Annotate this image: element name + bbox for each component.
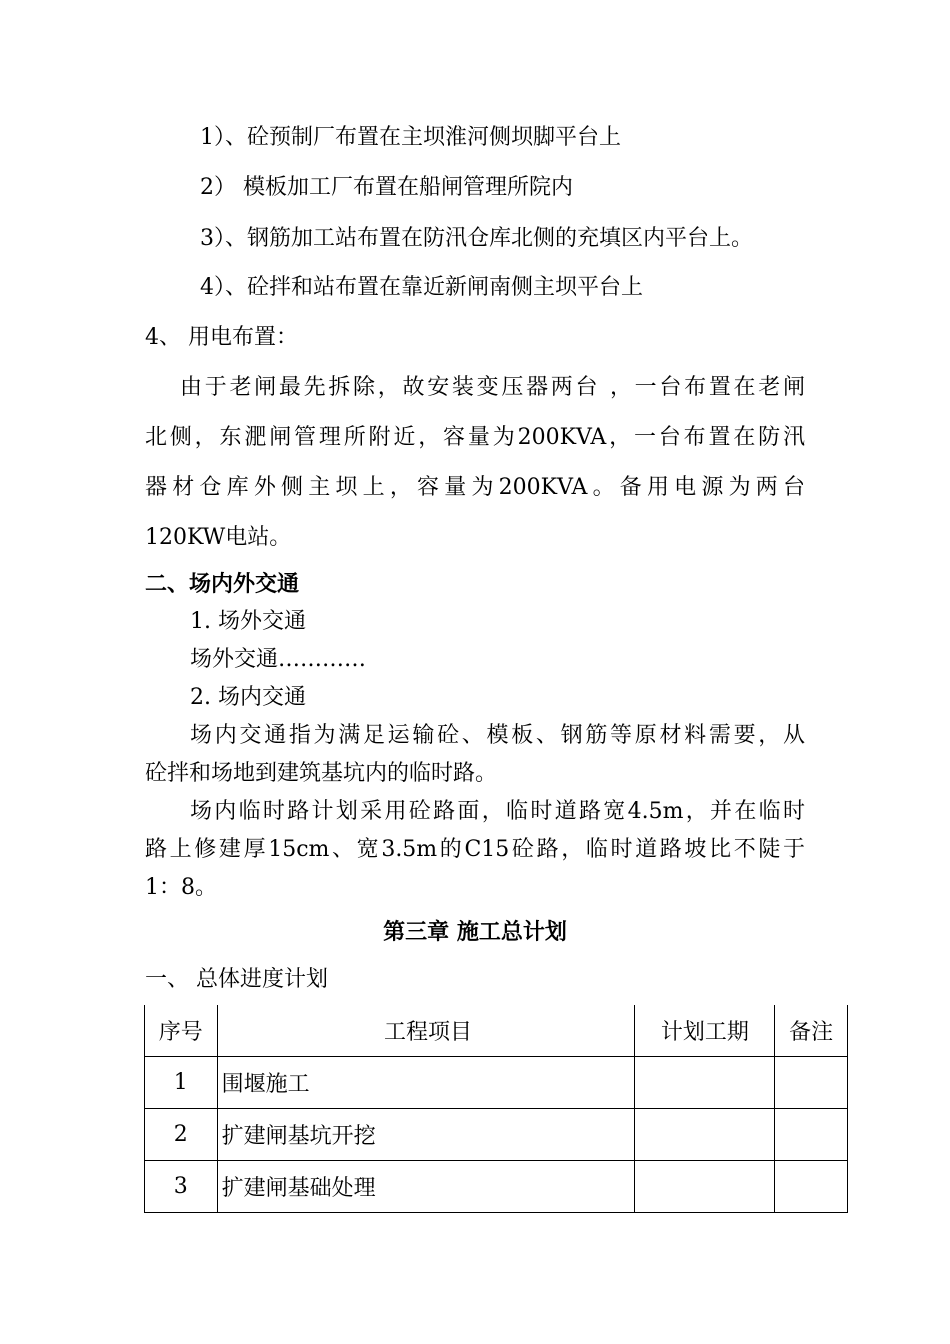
layout-item-3: 3）、钢筋加工站布置在防汛仓库北侧的充填区内平台上。 xyxy=(200,226,753,251)
power-line-3: 器材仓库外侧主坝上，容量为200KVA。备用电源为两台 xyxy=(145,475,805,500)
row-no: 1 xyxy=(145,1057,218,1109)
power-heading: 4、 用电布置： xyxy=(145,325,298,350)
table-header-row xyxy=(145,1005,848,1057)
header-plan: 计划工期 xyxy=(635,1005,775,1057)
row-plan xyxy=(635,1161,775,1213)
header-no: 序号 xyxy=(145,1005,218,1057)
row-item: 围堰施工 xyxy=(217,1057,635,1109)
header-note: 备注 xyxy=(775,1005,848,1057)
traffic-inner-p1-line-2: 砼拌和场地到建筑基坑内的临时路。 xyxy=(145,761,498,786)
power-line-2: 北侧，东淝闸管理所附近，容量为200KVA，一台布置在防汛 xyxy=(145,425,805,450)
traffic-inner-heading: 2. 场内交通 xyxy=(190,685,306,710)
chapter-title: 第三章 施工总计划 xyxy=(383,919,567,945)
traffic-inner-p1-line-1: 场内交通指为满足运输砼、模板、钢筋等原材料需要，从 xyxy=(190,723,805,748)
table-row xyxy=(145,1109,848,1161)
power-line-4: 120KW电站。 xyxy=(145,525,292,550)
table-row xyxy=(145,1161,848,1213)
row-note xyxy=(775,1161,848,1213)
row-no: 3 xyxy=(145,1161,218,1213)
layout-item-1: 1）、砼预制厂布置在主坝淮河侧坝脚平台上 xyxy=(200,125,621,150)
row-item: 扩建闸基础处理 xyxy=(217,1161,635,1213)
layout-item-4: 4）、砼拌和站布置在靠近新闸南侧主坝平台上 xyxy=(200,275,643,300)
schedule-heading: 一、 总体进度计划 xyxy=(145,967,328,992)
traffic-outer-heading: 1. 场外交通 xyxy=(190,609,306,634)
traffic-inner-p2-line-1: 场内临时路计划采用砼路面，临时道路宽4.5m，并在临时 xyxy=(190,799,805,824)
row-note xyxy=(775,1109,848,1161)
row-plan xyxy=(635,1109,775,1161)
table-row xyxy=(145,1057,848,1109)
schedule-table xyxy=(144,1005,848,1213)
row-note xyxy=(775,1057,848,1109)
traffic-heading: 二、场内外交通 xyxy=(145,571,300,597)
layout-item-2: 2） 模板加工厂布置在船闸管理所院内 xyxy=(200,175,573,200)
row-item: 扩建闸基坑开挖 xyxy=(217,1109,635,1161)
header-item: 工程项目 xyxy=(217,1005,635,1057)
power-line-1: 由于老闸最先拆除，故安装变压器两台 ，一台布置在老闸 xyxy=(180,375,805,400)
traffic-inner-p2-line-2: 路上修建厚15cm、宽3.5m的C15砼路，临时道路坡比不陡于 xyxy=(145,837,805,862)
traffic-inner-p2-line-3: 1：8。 xyxy=(145,875,217,900)
row-plan xyxy=(635,1057,775,1109)
row-no: 2 xyxy=(145,1109,218,1161)
traffic-outer-text: 场外交通………… xyxy=(190,647,367,672)
